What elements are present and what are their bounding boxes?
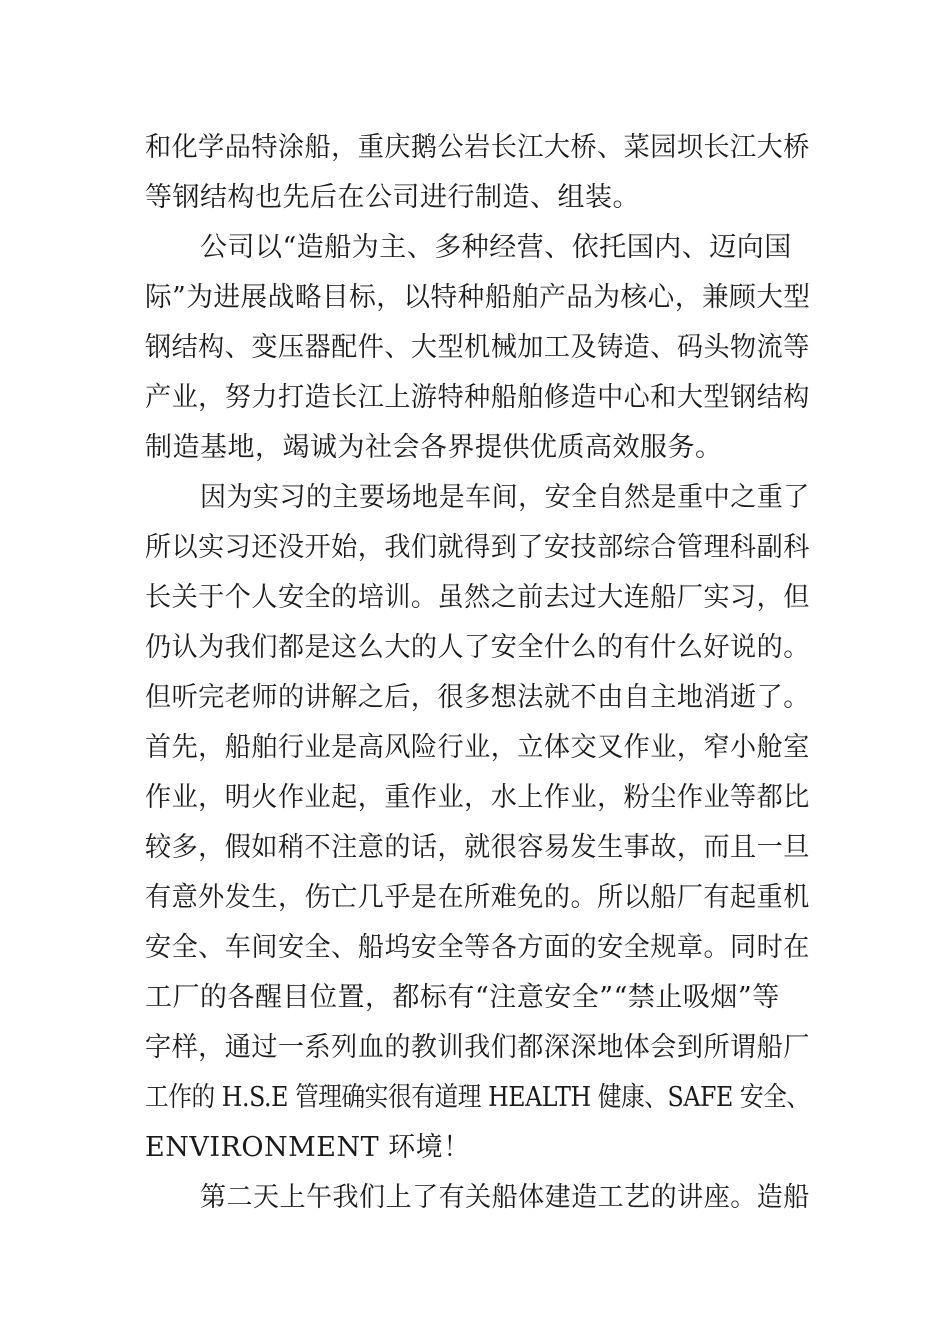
text-line: 首先，船舶行业是高风险行业，立体交叉作业，窄小舱室 bbox=[145, 732, 810, 763]
text-line: 产业，努力打造长江上游特种船舶修造中心和大型钢结构 bbox=[145, 382, 810, 413]
text-line: 较多，假如稍不注意的话，就很容易发生事故，而且一旦 bbox=[145, 832, 810, 863]
text-line: 有意外发生，伤亡几乎是在所难免的。所以船厂有起重机 bbox=[145, 882, 810, 913]
text-line: 际”为进展战略目标，以特种船舶产品为核心，兼顾大型 bbox=[145, 282, 811, 313]
text-line: 仍认为我们都是这么大的人了安全什么的有什么好说的。 bbox=[145, 632, 810, 663]
text-line: 钢结构、变压器配件、大型机械加工及铸造、码头物流等 bbox=[145, 332, 810, 363]
text-line: 但听完老师的讲解之后，很多想法就不由自主地消逝了。 bbox=[145, 682, 810, 713]
text-line: 所以实习还没开始，我们就得到了安技部综合管理科副科 bbox=[145, 532, 810, 563]
text-line: 安全、车间安全、船坞安全等各方面的安全规章。同时在 bbox=[145, 932, 810, 963]
text-line: 工作的 H.S.E 管理确实很有道理 HEALTH 健康、SAFE 安全、 bbox=[145, 1082, 810, 1113]
text-line: 工厂的各醒目位置，都标有“注意安全”“禁止吸烟”等 bbox=[145, 982, 780, 1013]
text-line: 字样，通过一系列血的教训我们都深深地体会到所谓船厂 bbox=[145, 1032, 810, 1063]
paragraph-start-line: 第二天上午我们上了有关船体建造工艺的讲座。造船 bbox=[200, 1182, 810, 1213]
text-line: 等钢结构也先后在公司进行制造、组装。 bbox=[145, 182, 640, 213]
text-line: ENVIRONMENT 环境！ bbox=[145, 1132, 471, 1163]
text-line: 长关于个人安全的培训。虽然之前去过大连船厂实习，但 bbox=[145, 582, 810, 613]
text-line: 作业，明火作业起，重作业，水上作业，粉尘作业等都比 bbox=[145, 782, 810, 813]
paragraph-start-line: 公司以“造船为主、多种经营、依托国内、迈向国 bbox=[200, 232, 792, 263]
text-line: 和化学品特涂船，重庆鹅公岩长江大桥、菜园坝长江大桥 bbox=[145, 132, 810, 163]
paragraph-start-line: 因为实习的主要场地是车间，安全自然是重中之重了 bbox=[200, 482, 810, 513]
text-line: 制造基地，竭诚为社会各界提供优质高效服务。 bbox=[145, 432, 723, 463]
